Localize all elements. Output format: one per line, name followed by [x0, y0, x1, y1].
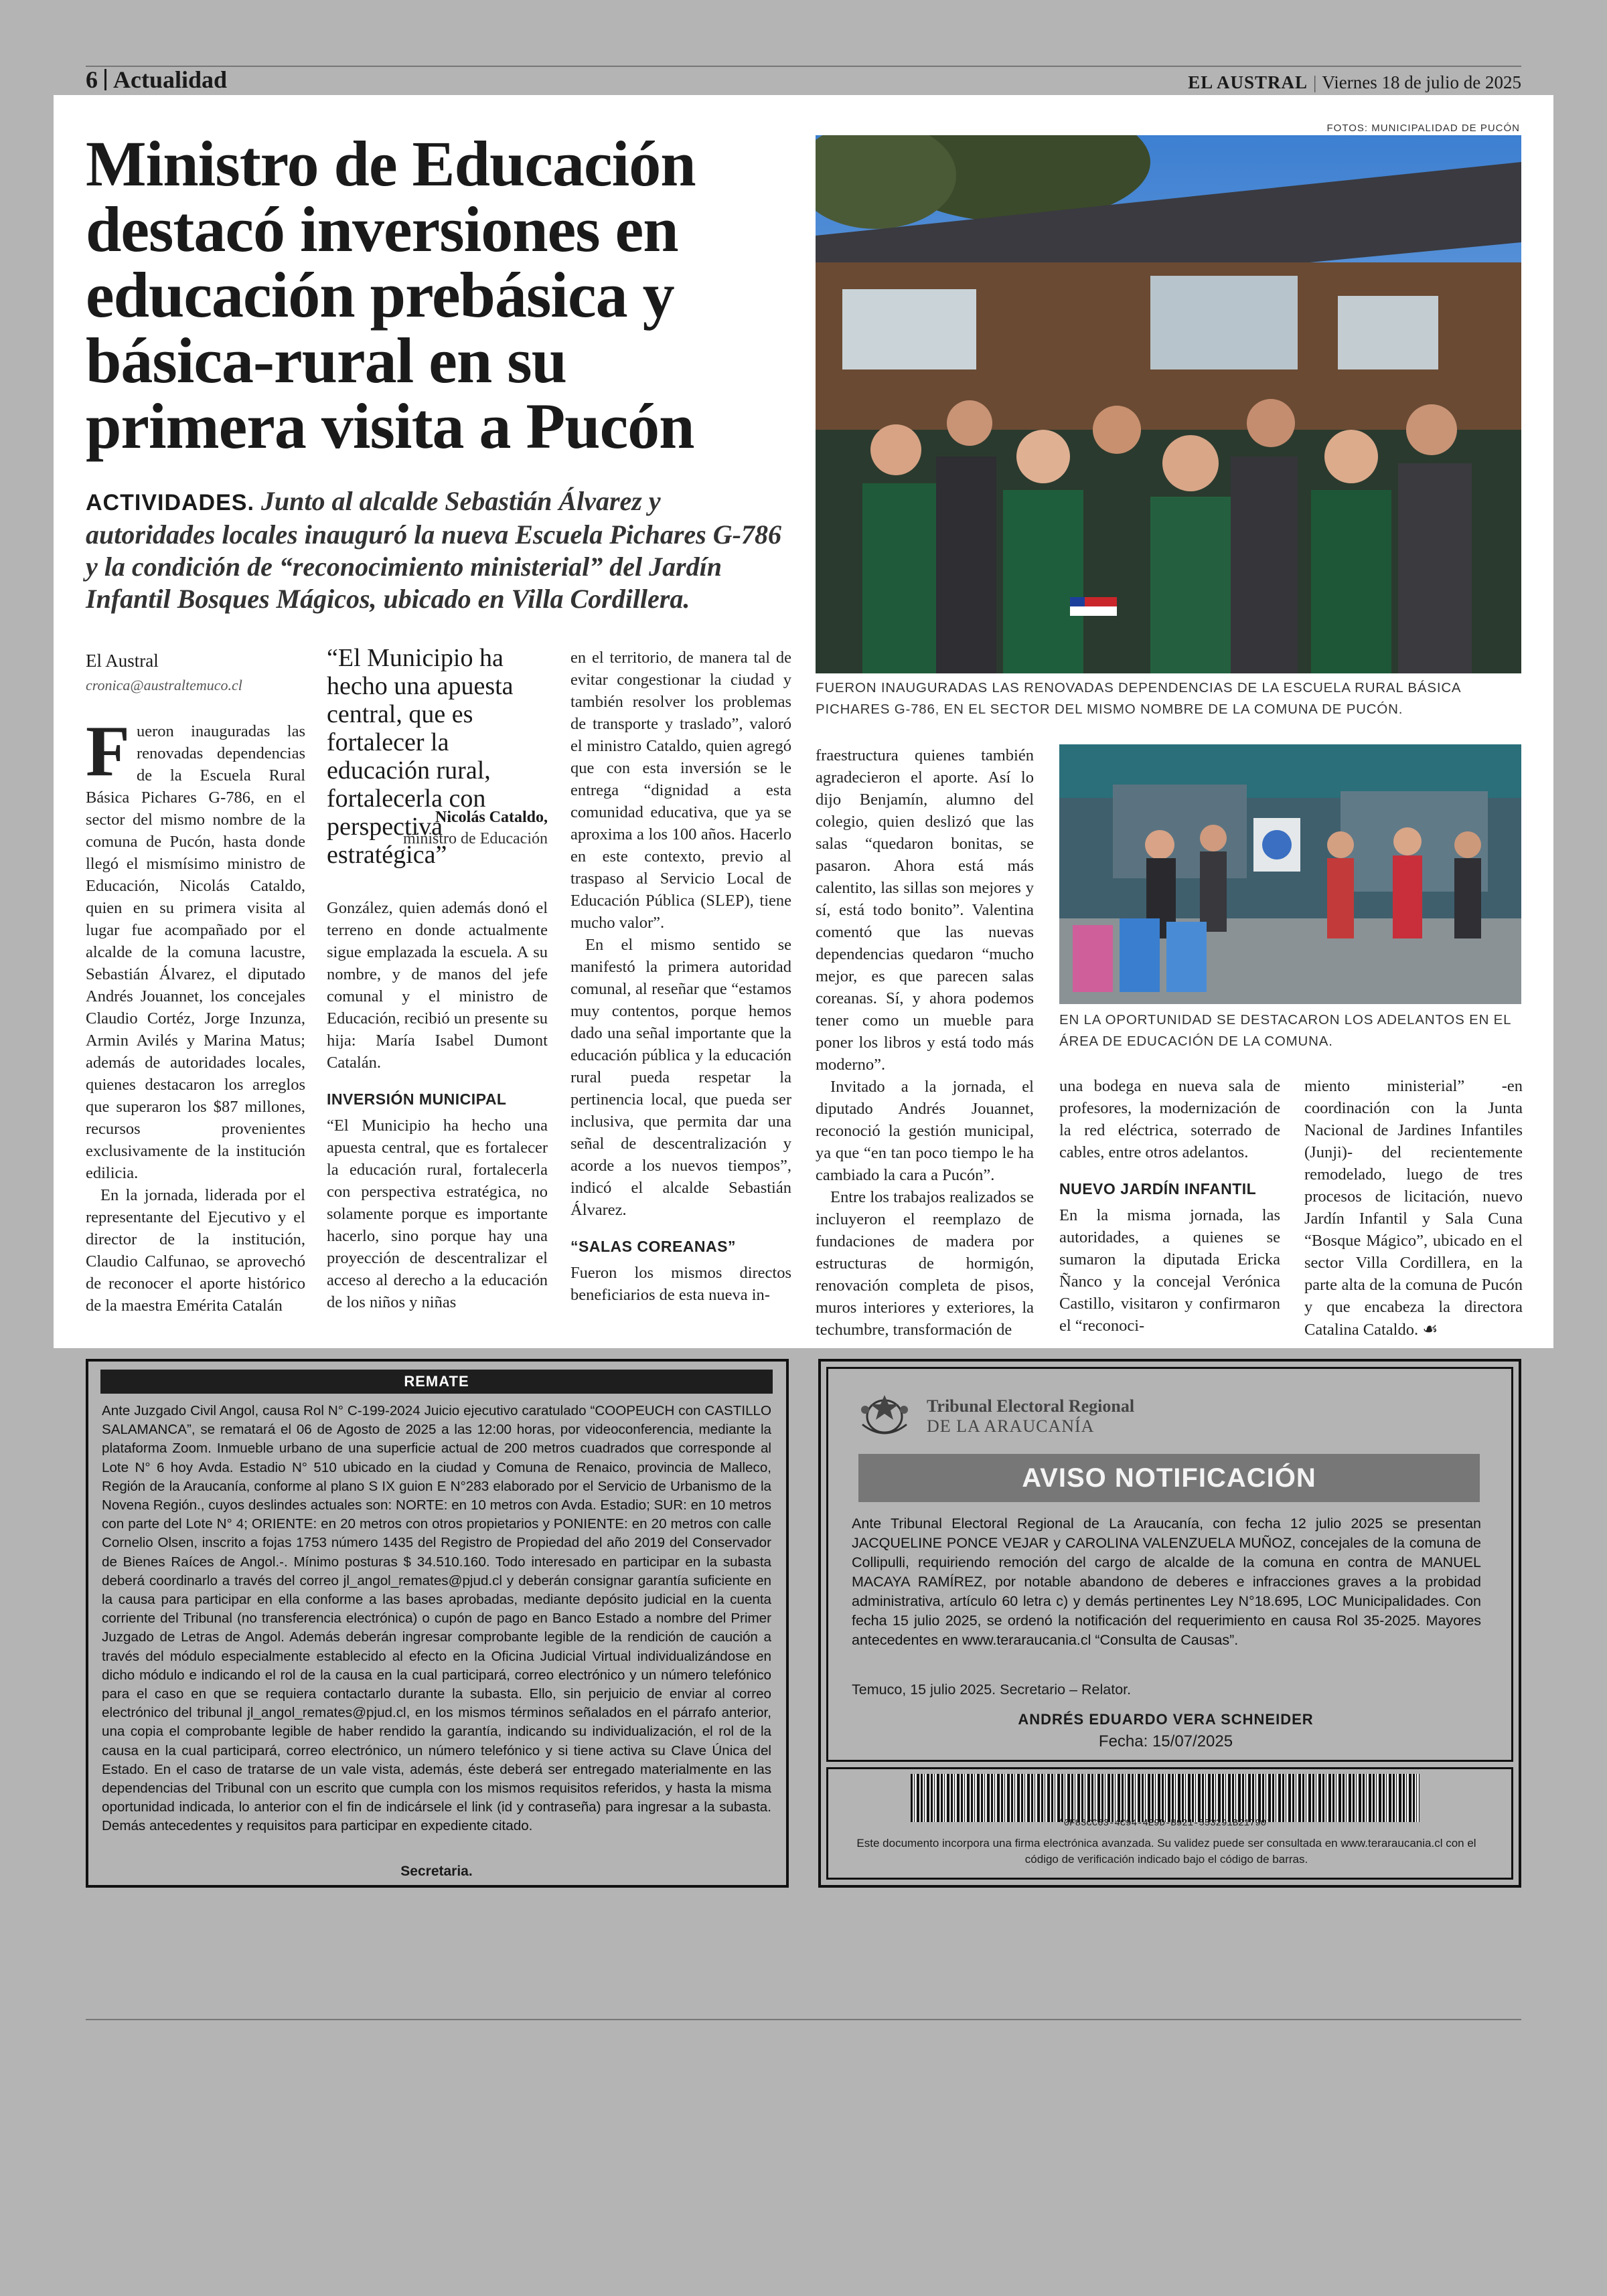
end-mark-icon: ☙ — [1422, 1319, 1438, 1339]
deck-lead: ACTIVIDADES. — [86, 490, 254, 515]
pull-quote-role: ministro de Educación — [403, 830, 548, 847]
subheading-salas-coreanas: “SALAS COREANAS” — [570, 1238, 736, 1255]
aviso-signer: ANDRÉS EDUARDO VERA SCHNEIDER — [1018, 1711, 1314, 1728]
article-paragraph: En la misma jornada, las autoridades, a quienes se sumaron la diputada Ericka Ñanco y la concejal Verónica Castillo, visitaron y confirmaron el “reconoci- — [1059, 1206, 1280, 1335]
page-bottom-rule — [86, 2019, 1521, 2020]
page-section-header — [86, 66, 227, 94]
aviso-place-date: Temuco, 15 julio 2025. Secretario – Relator. — [852, 1682, 1132, 1698]
section-name: Actualidad — [113, 66, 228, 93]
pull-quote: “El Municipio ha hecho una apuesta central, que es fortalecer la educación rural, fortalecerla con perspectiva estratégica” — [327, 644, 514, 869]
subheading-inversion-municipal: INVERSIÓN MUNICIPAL — [327, 1090, 507, 1108]
barcode-code: *0F83CC63-4C94-4E9D-B921-553291B21790* — [1058, 1818, 1272, 1829]
newspaper-name: EL AUSTRAL — [1188, 72, 1308, 92]
remate-signature: Secretaria. — [400, 1864, 473, 1879]
tribunal-seal-icon — [854, 1390, 915, 1439]
deck-text: Junto al alcalde Sebastián Álvarez y autoridades locales inauguró la nueva Escuela Pichares G-786 y la condición de “reconocimiento ministerial” del Jardín Infantil Bosques Mágicos, ubicado en Villa Cordillera. — [86, 486, 781, 614]
tribunal-name — [927, 1396, 1134, 1437]
page-number: 6 — [86, 69, 106, 90]
newspaper-dateline — [1188, 72, 1521, 93]
dateline-separator: | — [1313, 72, 1317, 92]
article-column-1 — [86, 712, 305, 1317]
byline-author: El Austral — [86, 651, 159, 671]
article-paragraph: En la jornada, liderada por el representante del Ejecutivo y el director de la institución, Claudio Calfunao, se aprovechó de reconocer el aporte histórico de la maestra Emérita Catalán — [86, 1186, 305, 1315]
drop-cap: F — [86, 712, 130, 791]
photo-credit: FOTOS: MUNICIPALIDAD DE PUCÓN — [1326, 122, 1520, 134]
article-paragraph: una bodega en nueva sala de profesores, la modernización de la red eléctrica, soterrado de cables, entre otros adelantos. — [1059, 1077, 1280, 1161]
barcode-icon — [911, 1774, 1420, 1822]
article-column-4 — [816, 744, 1034, 1341]
article-deck — [86, 485, 782, 615]
article-column-3 — [570, 647, 791, 1306]
aviso-title: AVISO NOTIFICACIÓN — [858, 1454, 1480, 1502]
pull-quote-author: Nicolás Cataldo, — [435, 809, 548, 826]
school-inauguration-photo — [816, 135, 1521, 673]
article-paragraph: Invitado a la jornada, el diputado Andrés Jouannet, reconoció la gestión municipal, ya que “en tan poco tiempo le ha cambiado la cara a Pucón”. — [816, 1078, 1034, 1184]
article-paragraph: Fueron los mismos directos beneficiarios de esta nueva in- — [570, 1264, 791, 1304]
kindergarten-visit-photo — [1059, 744, 1521, 1004]
subheading-nuevo-jardin: NUEVO JARDÍN INFANTIL — [1059, 1180, 1257, 1198]
remate-text: Ante Juzgado Civil Angol, causa Rol N° C-199-2024 Juicio ejecutivo caratulado “COOPEUCH con CASTILLO SALAMANCA”, se rematará el 06 de Agosto de 2025 a las 12:00 horas, por videoconferencia, mediante la plataforma Zoom. Inmueble urbano de una superficie actual de 200 metros cuadrados que corresponde al Lote N° 6 hoy Avda. Estadio N° 510 ubicado en la ciudad y Comuna de Renaico, provincia de Malleco, Región de la Araucanía, conforme al plano S IX guion E N°283 elaborado por el Servicio de Urbanismo de la Novena Región., cuyos deslindes actuales son: NORTE: en 10 metros con Avda. Estadio; SUR: en 10 metros con parte del Lote N° 4; ORIENTE: en 20 metros con otros propietarios y PONIENTE: en 20 metros con calle Cornelio Olsen, inscrito a fojas 1753 número 1435 del Registro de Propiedad del año 2019 del Conservador de Bienes Raíces de Angol.-. Mínimo posturas $ 34.510.160. Todo interesado en participar en la subasta deberá coordinarlo a través del correo jl_angol_remates@pjud.cl y deberán consignar garantía suficiente en la causa para participar en ella conforme a las bases aprobadas, mediante depósito judicial en la cuenta corriente del Tribunal (no transferencia electrónica) o cupón de pago en Banco Estado a nombre del Primer Juzgado de Letras de Angol. Además deberán ingresar comprobante legible de la rendición de caución a través del módulo especialmente establecido al efecto en la Oficina Judicial Virtual individualizándose en dicho módulo e indicando el rol de la causa en la cual participará, correo electrónico y un número telefónico para el caso en que se requiera contactarlo durante la subasta. Ello, sin perjuicio de enviar al correo electrónico del tribunal jl_angol_remates@pjud.cl, en los mismos términos señalados en el párrafo anterior, una copia el comprobante legible de haber rendido la garantía, indicando su individualización, el rol de la causa en la cual participará, correo electrónico, un número telefónico y si tiene activa su Clave Única del Estado. En el caso de tratarse de un vale vista, además, éste deberá ser entregado materialmente en las dependencias del Tribunal con un escrito que cumpla con los mismos requisitos referidos, y hasta la misma oportunidad indicada, lo anterior con el fin de indicársele el link (id y contraseña) para ingresar a la subasta. Demás antecedentes y requisitos para participar en expediente citado. — [102, 1403, 771, 1834]
aviso-text: Ante Tribunal Electoral Regional de La Araucanía, con fecha 12 julio 2025 se presentan JACQUELINE PONCE VEJAR y CAROLINA VALENZUELA MUÑOZ, concejales de la comuna de Collipulli, requiriendo remoción del cargo de alcalde de la comuna en contra de MANUEL MACAYA RAMÍREZ, por notable abandono de deberes e infracciones graves a la probidad administrativa, artículo 60 letra c) y demás pertinentes Ley N°18.695, LOC Municipalidades. Con fecha 15 julio 2025, se ordenó la notificación del requerimiento en causa Rol 35-2025. Mayores antecedentes en www.teraraucania.cl “Consulta de Causas”. — [852, 1515, 1481, 1648]
aviso-sign-date: Fecha: 15/07/2025 — [1098, 1732, 1233, 1750]
byline-email: cronica@australtemuco.cl — [86, 677, 242, 693]
article-paragraph: fraestructura quienes también agradecieron el aporte. Así lo dijo Benjamín, alumno del colegio, quien deslizó que las salas “quedaron bonitas, se pasaron. Ahora está más calentito, las sillas son mejores y sí, está todo bonito”. Valentina comentó que las nuevas dependencias quedaron “mucho mejor, es que parecen salas coreanas. Sí, y ahora podemos tener como un mueble para poner los libros y está todo más moderno”. — [816, 746, 1034, 1074]
aviso-verification-text: Este documento incorpora una firma electrónica avanzada. Su validez puede ser consultada en www.teraraucania.cl con el código de verificación indicado bajo el código de barras. — [856, 1837, 1476, 1866]
photo-caption-1: FUERON INAUGURADAS LAS RENOVADAS DEPENDENCIAS DE LA ESCUELA RURAL BÁSICA PICHARES G-786, EN EL SECTOR DEL MISMO NOMBRE DE LA COMUNA DE PUCÓN. — [816, 680, 1461, 717]
tribunal-name-line2: DE LA ARAUCANÍA — [927, 1416, 1095, 1436]
tribunal-name-line1: Tribunal Electoral Regional — [927, 1396, 1135, 1416]
remate-title: REMATE — [100, 1370, 773, 1394]
issue-date: Viernes 18 de julio de 2025 — [1322, 72, 1521, 92]
header-top-rule — [86, 66, 1521, 67]
photo-caption-2: EN LA OPORTUNIDAD SE DESTACARON LOS ADELANTOS EN EL ÁREA DE EDUCACIÓN DE LA COMUNA. — [1059, 1012, 1511, 1049]
article-paragraph: “El Municipio ha hecho una apuesta central, que es fortalecer la educación rural, fortalecerla con perspectiva estratégica, no solamente porque es importante hacerlo, sino porque hay una proyección de descentralizar el acceso al derecho a la educación de los niños y niñas — [327, 1117, 548, 1311]
article-paragraph: En el mismo sentido se manifestó la primera autoridad comunal, al reseñar que “estamos muy contentos, porque hemos dado una señal importante que la educación pública y la educación rural pueda respetar la pertinencia local, que pueda ser inclusiva, que permita dar una señal de descentralización y acorde a los nuevos tiempos”, indicó el alcalde Sebastián Álvarez. — [570, 936, 791, 1219]
byline — [86, 651, 242, 694]
article-paragraph: miento ministerial” -en coordinación con la Junta Nacional de Jardines Infantiles (Junji)- del recientemente remodelado, luego de tres procesos de licitación, nuevo Jardín Infantil y Sala Cuna “Bosque Mágico”, ubicado en el sector Villa Cordillera, en la parte alta de la comuna de Pucón y que encabeza la directora Catalina Cataldo. ☙ — [1304, 1077, 1523, 1339]
article-paragraph: en el territorio, de manera tal de evitar congestionar la ciudad y también resolver los problemas de transporte y traslado”, valoró el ministro Cataldo, quien agregó que con esta inversión se le entrega “dignidad a esta comunidad educativa, que ya se aproxima a los 100 años. Hacerlo en este contexto, previo al traspaso al Servicio Local de Educación Pública (SLEP), tiene mucho valor”. — [570, 649, 791, 932]
article-paragraph: González, quien además donó el terreno en donde actualmente sigue emplazada la escuela. A su nombre, y de manos del jefe comunal y el ministro de Educación, recibió un presente su hija: María Isabel Dumont Catalán. — [327, 899, 548, 1072]
article-paragraph: Entre los trabajos realizados se incluyeron el reemplazo de fundaciones de madera por estructuras de hormigón, renovación completa de pisos, muros interiores y exteriores, la techumbre, transformación de — [816, 1188, 1034, 1339]
article-column-6 — [1304, 1075, 1523, 1341]
article-headline: Ministro de Educación destacó inversiones en educación prebásica y básica-rural en su primera visita a Pucón — [86, 128, 696, 462]
article-column-2 — [327, 897, 548, 1313]
article-paragraph: Fueron inauguradas las renovadas dependencias de la Escuela Rural Básica Pichares G-786, en el sector del mismo nombre de la comuna de Pucón, hasta donde llegó el mismísimo ministro de Educación, Nicolás Cataldo, quien en su primera visita al lugar fue acompañado por el alcalde de la comuna lacustre, Sebastián Álvarez, el diputado Andrés Jouannet, los concejales Claudio Cortéz, Jorge Inzunza, Armin Avilés y Marina Matus; además de autoridades locales, quienes destacaron los arreglos que superaron los $87 millones, recursos provenientes exclusivamente de la institución edilicia. — [86, 712, 305, 1182]
article-column-5 — [1059, 1075, 1280, 1337]
